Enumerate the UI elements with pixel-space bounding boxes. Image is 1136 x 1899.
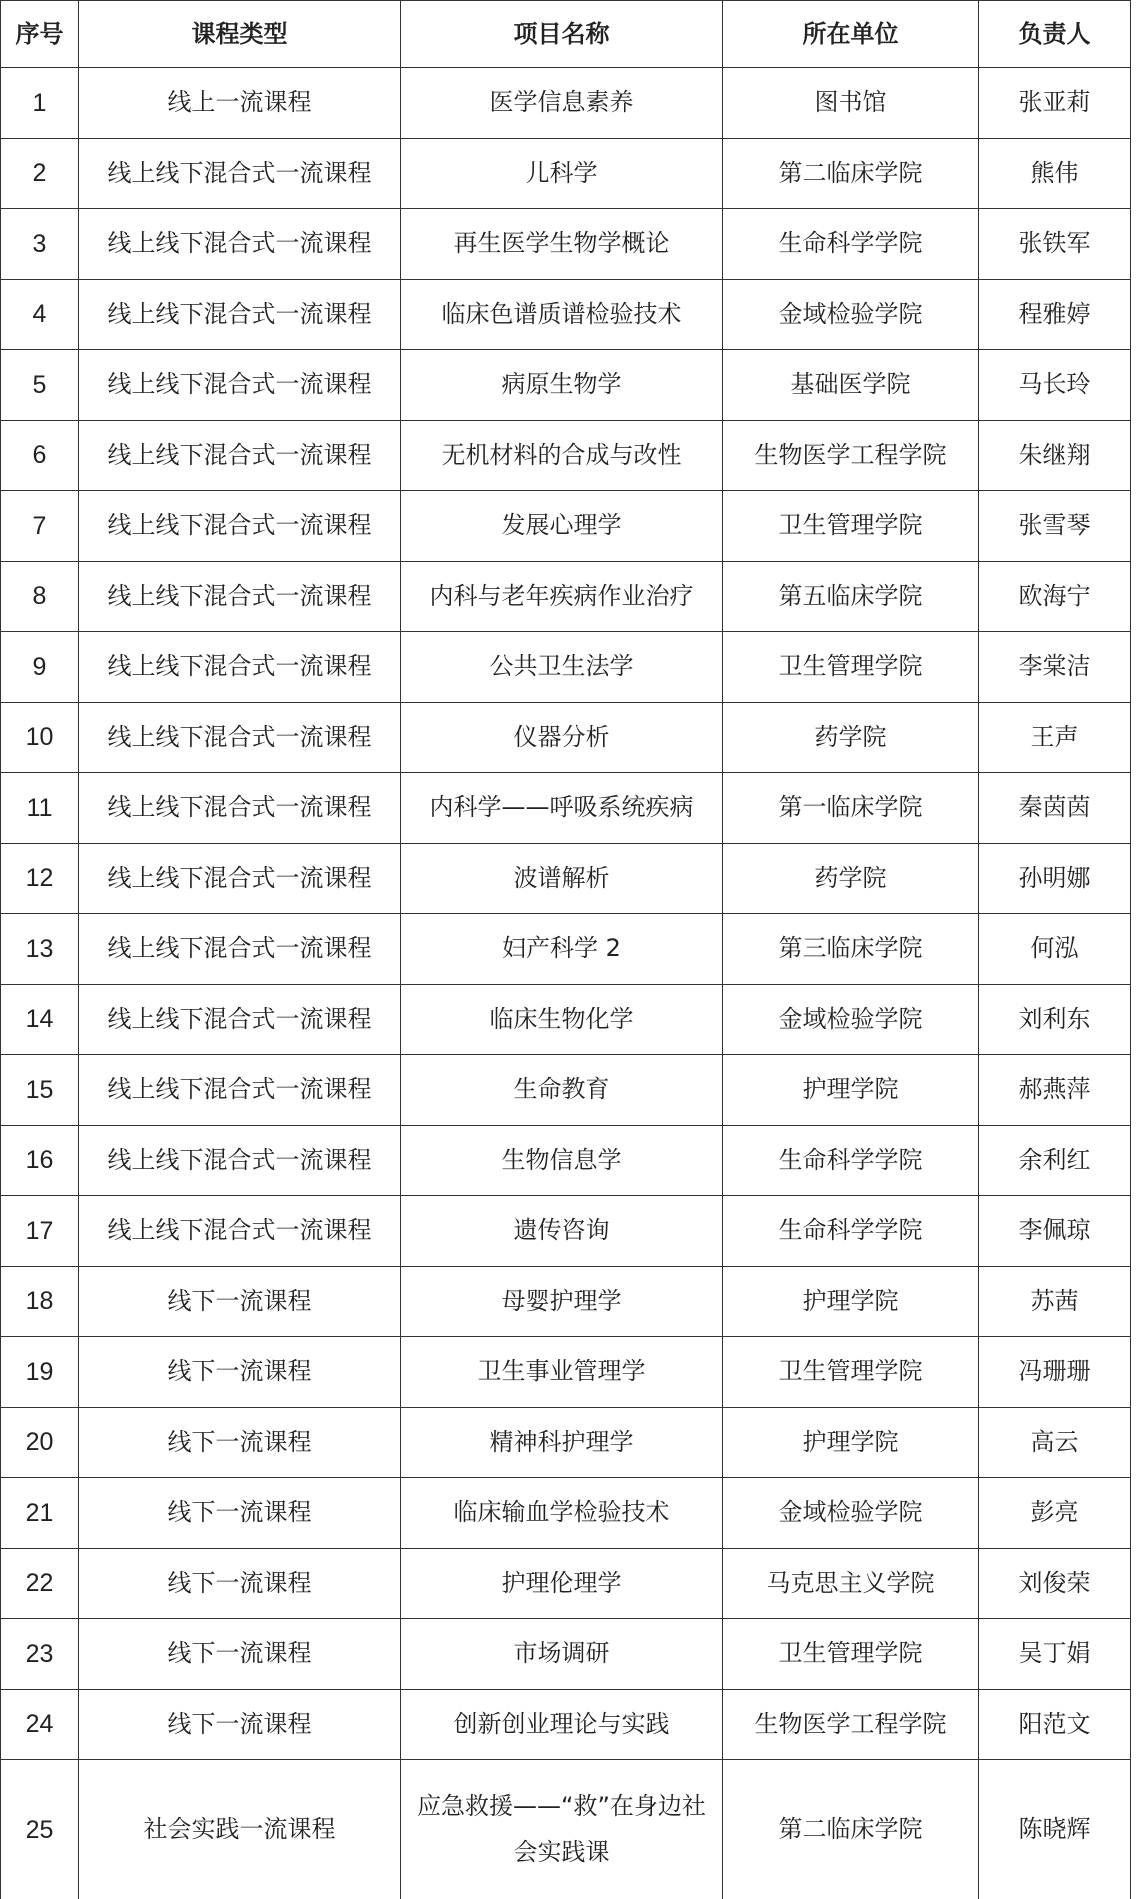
table-row — [1, 1548, 1131, 1619]
cell-person-in-charge: 程雅婷 — [979, 279, 1131, 350]
cell-department: 生物医学工程学院 — [723, 1689, 979, 1760]
cell-index: 9 — [1, 632, 79, 703]
table-row — [1, 279, 1131, 350]
cell-course-type: 线上线下混合式一流课程 — [79, 1196, 401, 1267]
table-row — [1, 209, 1131, 280]
cell-person-in-charge: 何泓 — [979, 914, 1131, 985]
cell-person-in-charge: 秦茵茵 — [979, 773, 1131, 844]
cell-course-type: 线上线下混合式一流课程 — [79, 279, 401, 350]
cell-course-type: 线上线下混合式一流课程 — [79, 632, 401, 703]
cell-project-name: 护理伦理学 — [401, 1548, 723, 1619]
cell-index: 24 — [1, 1689, 79, 1760]
table-row — [1, 1125, 1131, 1196]
cell-course-type: 线下一流课程 — [79, 1548, 401, 1619]
cell-course-type: 线上线下混合式一流课程 — [79, 491, 401, 562]
cell-index: 11 — [1, 773, 79, 844]
cell-person-in-charge: 张铁军 — [979, 209, 1131, 280]
cell-project-name: 病原生物学 — [401, 350, 723, 421]
cell-course-type: 线下一流课程 — [79, 1619, 401, 1690]
table-row — [1, 914, 1131, 985]
cell-index: 13 — [1, 914, 79, 985]
cell-index: 5 — [1, 350, 79, 421]
cell-department: 第三临床学院 — [723, 914, 979, 985]
cell-person-in-charge: 冯珊珊 — [979, 1337, 1131, 1408]
cell-project-name: 卫生事业管理学 — [401, 1337, 723, 1408]
cell-course-type: 线下一流课程 — [79, 1337, 401, 1408]
cell-project-name: 内科学——呼吸系统疾病 — [401, 773, 723, 844]
cell-course-type: 线下一流课程 — [79, 1689, 401, 1760]
cell-department: 生物医学工程学院 — [723, 420, 979, 491]
cell-project-name: 应急救援——“救”在身边社会实践课 — [401, 1760, 723, 1899]
cell-department: 卫生管理学院 — [723, 632, 979, 703]
cell-index: 4 — [1, 279, 79, 350]
cell-department: 生命科学学院 — [723, 1125, 979, 1196]
table-row — [1, 561, 1131, 632]
cell-course-type: 线上一流课程 — [79, 68, 401, 139]
cell-person-in-charge: 李棠洁 — [979, 632, 1131, 703]
table-row — [1, 1478, 1131, 1549]
table-row — [1, 773, 1131, 844]
cell-index: 10 — [1, 702, 79, 773]
cell-index: 25 — [1, 1760, 79, 1899]
cell-person-in-charge: 彭亮 — [979, 1478, 1131, 1549]
cell-person-in-charge: 李佩琼 — [979, 1196, 1131, 1267]
cell-person-in-charge: 张亚莉 — [979, 68, 1131, 139]
cell-course-type: 线上线下混合式一流课程 — [79, 209, 401, 280]
cell-department: 金域检验学院 — [723, 279, 979, 350]
cell-index: 8 — [1, 561, 79, 632]
header-person-in-charge: 负责人 — [979, 1, 1131, 68]
cell-course-type: 线下一流课程 — [79, 1266, 401, 1337]
cell-course-type: 线上线下混合式一流课程 — [79, 773, 401, 844]
cell-project-name: 内科与老年疾病作业治疗 — [401, 561, 723, 632]
table-row — [1, 1196, 1131, 1267]
cell-course-type: 线下一流课程 — [79, 1407, 401, 1478]
table-row — [1, 1266, 1131, 1337]
cell-index: 23 — [1, 1619, 79, 1690]
header-department: 所在单位 — [723, 1, 979, 68]
cell-person-in-charge: 苏茜 — [979, 1266, 1131, 1337]
cell-department: 药学院 — [723, 702, 979, 773]
cell-index: 1 — [1, 68, 79, 139]
cell-department: 生命科学学院 — [723, 1196, 979, 1267]
cell-course-type: 线下一流课程 — [79, 1478, 401, 1549]
cell-department: 卫生管理学院 — [723, 1619, 979, 1690]
table-row — [1, 1055, 1131, 1126]
cell-index: 7 — [1, 491, 79, 562]
cell-project-name: 妇产科学 2 — [401, 914, 723, 985]
cell-person-in-charge: 阳范文 — [979, 1689, 1131, 1760]
cell-course-type: 线上线下混合式一流课程 — [79, 984, 401, 1055]
table-row — [1, 420, 1131, 491]
table-row — [1, 984, 1131, 1055]
cell-department: 药学院 — [723, 843, 979, 914]
table-row — [1, 68, 1131, 139]
cell-department: 图书馆 — [723, 68, 979, 139]
cell-person-in-charge: 孙明娜 — [979, 843, 1131, 914]
table-row — [1, 1689, 1131, 1760]
cell-index: 6 — [1, 420, 79, 491]
cell-project-name: 遗传咨询 — [401, 1196, 723, 1267]
cell-course-type: 线上线下混合式一流课程 — [79, 138, 401, 209]
header-index: 序号 — [1, 1, 79, 68]
cell-person-in-charge: 吴丁娟 — [979, 1619, 1131, 1690]
table-body — [1, 68, 1131, 1899]
cell-project-name: 市场调研 — [401, 1619, 723, 1690]
cell-project-name: 医学信息素养 — [401, 68, 723, 139]
cell-person-in-charge: 王声 — [979, 702, 1131, 773]
cell-course-type: 线上线下混合式一流课程 — [79, 1055, 401, 1126]
table-row — [1, 1760, 1131, 1899]
cell-index: 15 — [1, 1055, 79, 1126]
cell-project-name: 生命教育 — [401, 1055, 723, 1126]
cell-department: 第五临床学院 — [723, 561, 979, 632]
cell-department: 第一临床学院 — [723, 773, 979, 844]
cell-department: 第二临床学院 — [723, 1760, 979, 1899]
cell-course-type: 线上线下混合式一流课程 — [79, 843, 401, 914]
cell-project-name: 再生医学生物学概论 — [401, 209, 723, 280]
cell-index: 21 — [1, 1478, 79, 1549]
cell-person-in-charge: 张雪琴 — [979, 491, 1131, 562]
cell-department: 第二临床学院 — [723, 138, 979, 209]
cell-department: 护理学院 — [723, 1055, 979, 1126]
cell-course-type: 社会实践一流课程 — [79, 1760, 401, 1899]
cell-project-name: 发展心理学 — [401, 491, 723, 562]
cell-course-type: 线上线下混合式一流课程 — [79, 561, 401, 632]
cell-person-in-charge: 刘利东 — [979, 984, 1131, 1055]
cell-person-in-charge: 朱继翔 — [979, 420, 1131, 491]
cell-index: 17 — [1, 1196, 79, 1267]
table-row — [1, 1407, 1131, 1478]
cell-index: 19 — [1, 1337, 79, 1408]
table-row — [1, 350, 1131, 421]
cell-project-name: 儿科学 — [401, 138, 723, 209]
cell-person-in-charge: 郝燕萍 — [979, 1055, 1131, 1126]
cell-department: 护理学院 — [723, 1407, 979, 1478]
header-project-name: 项目名称 — [401, 1, 723, 68]
cell-project-name: 仪器分析 — [401, 702, 723, 773]
cell-index: 14 — [1, 984, 79, 1055]
cell-index: 18 — [1, 1266, 79, 1337]
cell-project-name: 临床生物化学 — [401, 984, 723, 1055]
cell-index: 2 — [1, 138, 79, 209]
cell-index: 3 — [1, 209, 79, 280]
table-row — [1, 702, 1131, 773]
cell-person-in-charge: 刘俊荣 — [979, 1548, 1131, 1619]
cell-project-name: 临床色谱质谱检验技术 — [401, 279, 723, 350]
table-header-row — [1, 1, 1131, 68]
cell-person-in-charge: 高云 — [979, 1407, 1131, 1478]
cell-department: 基础医学院 — [723, 350, 979, 421]
cell-department: 生命科学学院 — [723, 209, 979, 280]
table-row — [1, 1337, 1131, 1408]
cell-project-name: 创新创业理论与实践 — [401, 1689, 723, 1760]
cell-department: 护理学院 — [723, 1266, 979, 1337]
cell-person-in-charge: 熊伟 — [979, 138, 1131, 209]
cell-index: 16 — [1, 1125, 79, 1196]
cell-index: 20 — [1, 1407, 79, 1478]
cell-department: 金域检验学院 — [723, 1478, 979, 1549]
cell-person-in-charge: 欧海宁 — [979, 561, 1131, 632]
header-course-type: 课程类型 — [79, 1, 401, 68]
cell-project-name: 精神科护理学 — [401, 1407, 723, 1478]
cell-project-name: 波谱解析 — [401, 843, 723, 914]
cell-index: 12 — [1, 843, 79, 914]
cell-person-in-charge: 马长玲 — [979, 350, 1131, 421]
table-row — [1, 491, 1131, 562]
cell-department: 金域检验学院 — [723, 984, 979, 1055]
cell-person-in-charge: 陈晓辉 — [979, 1760, 1131, 1899]
cell-index: 22 — [1, 1548, 79, 1619]
cell-course-type: 线上线下混合式一流课程 — [79, 1125, 401, 1196]
cell-person-in-charge: 余利红 — [979, 1125, 1131, 1196]
cell-department: 马克思主义学院 — [723, 1548, 979, 1619]
cell-department: 卫生管理学院 — [723, 491, 979, 562]
cell-project-name: 临床输血学检验技术 — [401, 1478, 723, 1549]
table-row — [1, 843, 1131, 914]
cell-course-type: 线上线下混合式一流课程 — [79, 420, 401, 491]
cell-department: 卫生管理学院 — [723, 1337, 979, 1408]
table-row — [1, 138, 1131, 209]
cell-project-name: 母婴护理学 — [401, 1266, 723, 1337]
cell-course-type: 线上线下混合式一流课程 — [79, 702, 401, 773]
table-row — [1, 632, 1131, 703]
table-row — [1, 1619, 1131, 1690]
cell-course-type: 线上线下混合式一流课程 — [79, 914, 401, 985]
cell-project-name: 生物信息学 — [401, 1125, 723, 1196]
cell-project-name: 无机材料的合成与改性 — [401, 420, 723, 491]
cell-course-type: 线上线下混合式一流课程 — [79, 350, 401, 421]
cell-project-name: 公共卫生法学 — [401, 632, 723, 703]
